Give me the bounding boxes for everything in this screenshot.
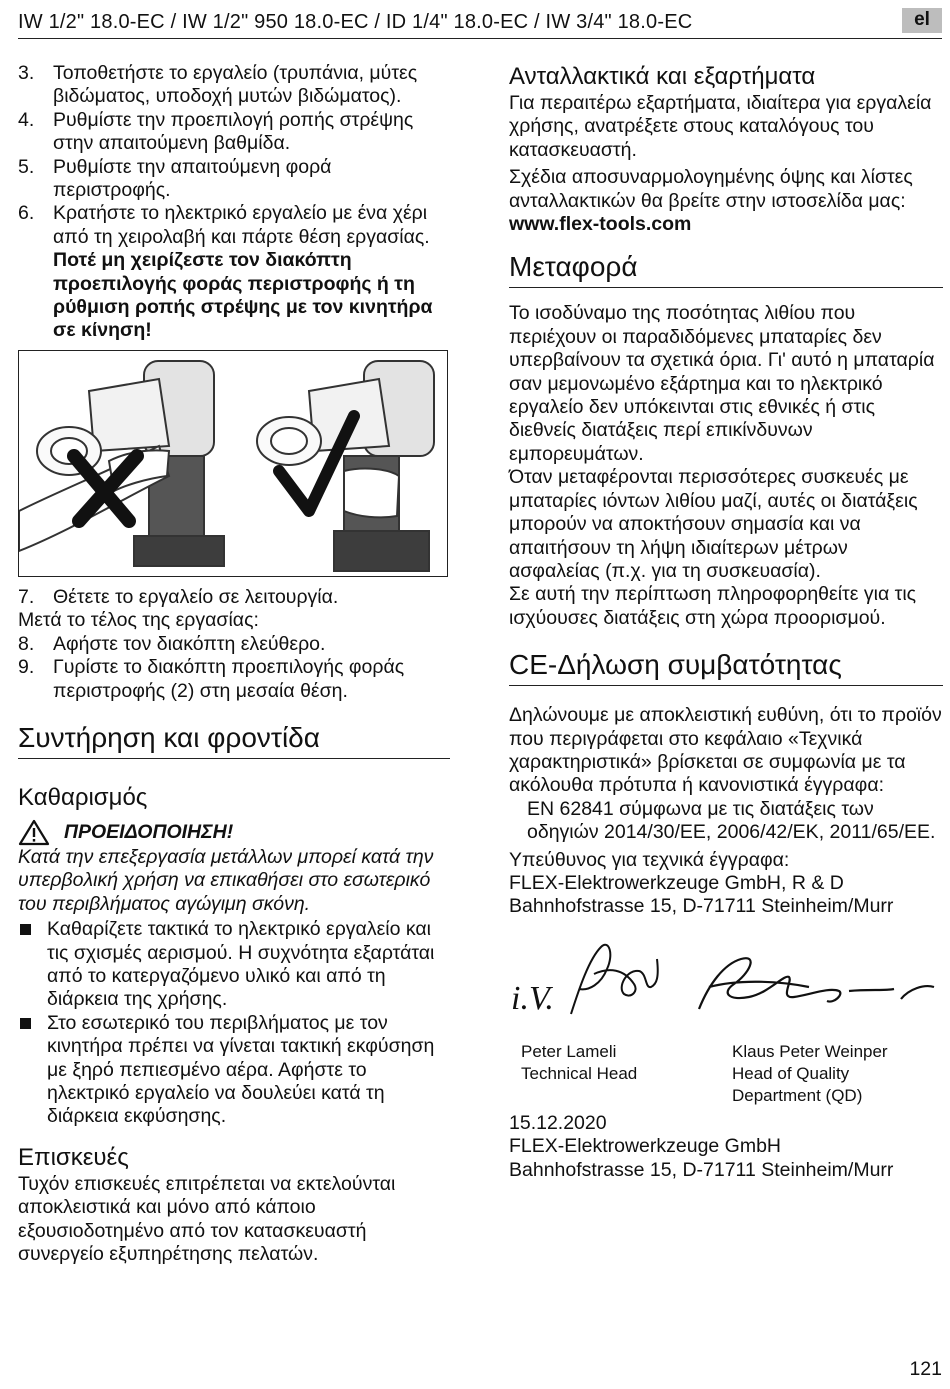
bullet-item: Καθαρίζετε τακτικά το ηλεκτρικό εργαλείο και τις σχισμές αερισμού. Η συχνότητα εξαρτάται από το κατεργαζόμενο υλικό και από τη διάρκεια της χρήσης.	[18, 918, 450, 1012]
tech-docs-responsible: Υπεύθυνος για τεχνικά έγγραφα:	[509, 848, 790, 871]
signer-2-role-2: Department (QD)	[732, 1085, 863, 1105]
language-badge: el	[902, 8, 942, 33]
tool-grip-drawing	[19, 351, 446, 575]
repairs-text: Τυχόν επισκευές επιτρέπεται να εκτελούνται αποκλειστικά και μόνο από κάποιο εξουσιοδοτημένο από τον κατασκευαστή συνεργείο εξυπηρέτησης πελατών.	[18, 1172, 396, 1265]
signature-2-block	[732, 1041, 888, 1107]
caution-line	[18, 819, 450, 846]
signer-1-role: Technical Head	[521, 1063, 638, 1083]
step-6: 6. Κρατήστε το ηλεκτρικό εργαλείο με ένα χέρι από τη χειρολαβή και πάρτε θέση εργασίας.	[18, 202, 430, 248]
step-4: 4. Ρυθμίστε την προεπιλογή ροπής στρέψης στην απαιτούμενη βαθμίδα.	[18, 108, 414, 155]
cleaning-heading: Καθαρισμός	[18, 783, 148, 811]
after-work-label: Μετά το τέλος της εργασίας:	[18, 609, 259, 632]
signer-2-name: Klaus Peter Weinper	[732, 1041, 888, 1061]
step-8: 8. Αφήστε τον διακόπτη ελεύθερο.	[18, 632, 326, 655]
repairs-heading: Επισκευές	[18, 1143, 129, 1171]
steps-list-a	[18, 62, 450, 249]
ce-standards: EN 62841 σύμφωνα με τις διατάξεις των οδηγιών 2014/30/ΕΕ, 2006/42/ΕΚ, 2011/65/ΕΕ.	[527, 797, 936, 844]
warning-triangle-icon	[18, 819, 50, 846]
transport-text-3: Σε αυτή την περίπτωση πληροφορηθείτε για τις ισχύουσες διατάξεις στη χώρα προορισμού.	[509, 583, 917, 629]
steps-list-7	[18, 586, 450, 609]
parts-text-2: Σχέδια αποσυναρμολογημένης όψης και λίστες ανταλλακτικών θα βρείτε στην ιστοσελίδα μας: www.flex-tools.com	[509, 166, 913, 236]
ce-mark-icon: CE	[509, 649, 548, 681]
step-3: 3. Τοποθετήστε το εργαλείο (τρυπάνια, μύτες βιδώματος, υποδοχή μυτών βιδώματος).	[18, 62, 418, 108]
company-name: FLEX-Elektrowerkzeuge GmbH	[509, 1135, 782, 1158]
tech-docs-company: FLEX-Elektrowerkzeuge GmbH, R & D	[509, 871, 844, 894]
page-header	[18, 8, 942, 39]
step-7: 7. Θέτετε το εργαλείο σε λειτουργία.	[18, 585, 339, 608]
bullet-square-icon	[20, 924, 31, 935]
tech-docs-address: Bahnhofstrasse 15, D-71711 Steinheim/Murr	[509, 895, 894, 918]
maintenance-heading: Συντήρηση και φροντίδα	[18, 721, 450, 759]
transport-text-2: Όταν μεταφέρονται περισσότερες συσκευές με μπαταρίες ιόντων λιθίου μαζί, αυτές οι διατάξεις μπορούν να αποκτήσουν σημασία και να απαιτήσουν τη λήψη ιδιαίτερων μέτρων ασφαλείας (π.χ. για τη συσκευασία).	[509, 466, 918, 582]
signatures	[509, 929, 943, 1109]
cleaning-bullets	[18, 918, 450, 1129]
grip-illustration	[18, 350, 448, 577]
svg-text:i.V.: i.V.	[511, 979, 554, 1017]
motor-warning: Ποτέ μη χειρίζεστε τον διακόπτη προεπιλογής φοράς περιστροφής ή τη ρύθμιση ροπής στρέψης με τον κινητήρα σε κίνηση!	[53, 249, 433, 342]
steps-list-b	[18, 633, 450, 703]
caution-label: ΠΡΟΕΙΔΟΠΟΙΗΣΗ!	[64, 820, 234, 843]
handwritten-signatures	[509, 929, 943, 1039]
signer-2-role-1: Head of Quality	[732, 1063, 850, 1083]
parts-heading: Ανταλλακτικά και εξαρτήματα	[509, 63, 816, 90]
ce-text: Δηλώνουμε με αποκλειστική ευθύνη, ότι το προϊόν που περιγράφεται στο κεφάλαιο «Τεχνικά χαρακτηριστικά» βρίσκεται σε συμφωνία με τα ακόλουθα πρότυπα ή κανονιστικά έγγραφα:	[509, 704, 942, 797]
declaration-date: 15.12.2020	[509, 1111, 607, 1134]
website-link[interactable]: www.flex-tools.com	[509, 213, 692, 236]
ce-declaration-heading: CE-Δήλωση συμβατότητας	[509, 648, 943, 686]
step-5: 5. Ρυθμίστε την απαιτούμενη φορά περιστροφής.	[18, 155, 332, 202]
signer-1-name: Peter Lameli	[521, 1041, 617, 1061]
transport-text-1: Το ισοδύναμο της ποσότητας λιθίου που περιέχουν οι παραδιδόμενες μπαταρίες δεν υπερβαίνουν τα σχετικά όρια. Γι' αυτό η μπαταρία σαν μεμονωμένο εξάρτημα και το ηλεκτρικό εργαλείο δεν υπόκεινται στις εθνικές ή στις διεθνείς διατάξεις περί επικίνδυνων εμπορευμάτων.	[509, 302, 935, 465]
bullet-item: Στο εσωτερικό του περιβλήματος με τον κινητήρα πρέπει να γίνεται τακτική εκφύσηση με ξηρό πεπιεσμένο αέρα. Αφήστε το ηλεκτρικό εργαλείο να δουλεύει κατά τη διάρκεια εκφύσησης.	[18, 1012, 450, 1129]
right-column	[509, 62, 943, 1182]
page-number: 121	[909, 1358, 942, 1380]
bullet-square-icon	[20, 1018, 31, 1029]
step-9: 9. Γυρίστε το διακόπτη προεπιλογής φοράς περιστροφής (2) στη μεσαία θέση.	[18, 656, 405, 702]
signature-1-block	[521, 1041, 637, 1085]
header-title: IW 1/2" 18.0-EC / IW 1/2" 950 18.0-EC / ID 1/4" 18.0-EC / IW 3/4" 18.0-EC	[18, 11, 693, 33]
company-address: Bahnhofstrasse 15, D-71711 Steinheim/Murr	[509, 1158, 894, 1181]
caution-text: Κατά την επεξεργασία μετάλλων μπορεί κατά την υπερβολική χρήση να επικαθήσει στο εσωτερικό του περιβλήματος αγώγιμη σκόνη.	[18, 845, 434, 915]
left-column	[18, 62, 450, 1266]
parts-text-1: Για περαιτέρω εξαρτήματα, ιδιαίτερα για εργαλεία χρήσης, ανατρέξετε στους καταλόγους του κατασκευαστή.	[509, 92, 932, 161]
transport-heading: Μεταφορά	[509, 250, 943, 288]
